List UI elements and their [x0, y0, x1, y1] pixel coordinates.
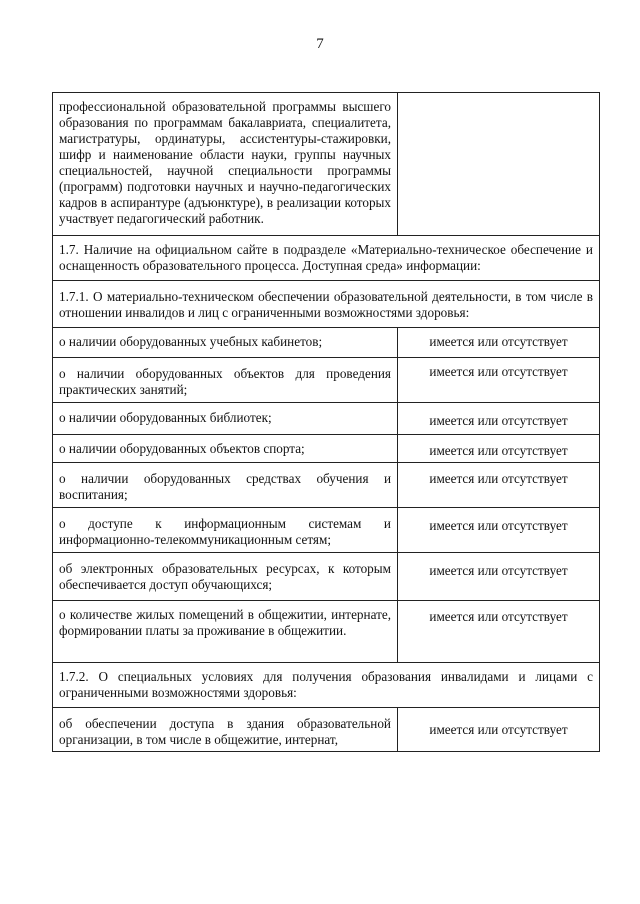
table-row	[53, 403, 600, 435]
table-row	[53, 708, 600, 752]
row-value: имеется или отсутствует	[398, 508, 600, 553]
section-row	[53, 236, 600, 281]
row-value: имеется или отсутствует	[398, 435, 600, 463]
section-1-7-1-heading: 1.7.1. О материально-техническом обеспечении образовательной деятельности, в том числе в отношении инвалидов и лиц с ограниченными возможностями здоровья:	[53, 281, 600, 328]
row-value: имеется или отсутствует	[398, 463, 600, 508]
section-1-7-2-heading: 1.7.2. О специальных условиях для получения образования инвалидами и лицами с ограниченными возможностями здоровья:	[53, 663, 600, 708]
row-label: о наличии оборудованных объектов для проведения практических занятий;	[53, 358, 398, 403]
section-1-7-heading: 1.7. Наличие на официальном сайте в подразделе «Материально-техническое обеспечение и оснащенность образовательного процесса. Доступная среда» информации:	[53, 236, 600, 281]
row-label: о наличии оборудованных средствах обучения и воспитания;	[53, 463, 398, 508]
row-value: имеется или отсутствует	[398, 708, 600, 752]
table-row	[53, 328, 600, 358]
row-value: имеется или отсутствует	[398, 601, 600, 663]
row-label: о доступе к информационным системам и информационно-телекоммуникационным сетям;	[53, 508, 398, 553]
row-value: имеется или отсутствует	[398, 358, 600, 403]
table-row	[53, 93, 600, 236]
row-label: о наличии оборудованных объектов спорта;	[53, 435, 398, 463]
row-label: об обеспечении доступа в здания образовательной организации, в том числе в общежитие, интернат,	[53, 708, 398, 752]
continued-text-cell: профессиональной образовательной программы высшего образования по программам бакалавриата, специалитета, магистратуры, ординатуры, ассистентуры-стажировки, шифр и наименование области науки, группы научных специальностей, научной специальности программы (программ) подготовки научных и научно-педагогических кадров в аспирантуре (адъюнктуре), в реализации которых участвует педагогический работник.	[53, 93, 398, 236]
row-value: имеется или отсутствует	[398, 553, 600, 601]
table-row	[53, 601, 600, 663]
requirements-table	[52, 92, 600, 752]
table-row	[53, 358, 600, 403]
page-number: 7	[316, 36, 324, 52]
table-row	[53, 553, 600, 601]
section-row	[53, 663, 600, 708]
table-row	[53, 435, 600, 463]
table-row	[53, 463, 600, 508]
section-row	[53, 281, 600, 328]
row-value: имеется или отсутствует	[398, 403, 600, 435]
row-label: о количестве жилых помещений в общежитии, интернате, формировании платы за проживание в общежитии.	[53, 601, 398, 663]
empty-value-cell	[398, 93, 600, 236]
row-label: о наличии оборудованных учебных кабинетов;	[53, 328, 398, 358]
row-value: имеется или отсутствует	[398, 328, 600, 358]
table-row	[53, 508, 600, 553]
row-label: о наличии оборудованных библиотек;	[53, 403, 398, 435]
row-label: об электронных образовательных ресурсах, к которым обеспечивается доступ обучающихся;	[53, 553, 398, 601]
